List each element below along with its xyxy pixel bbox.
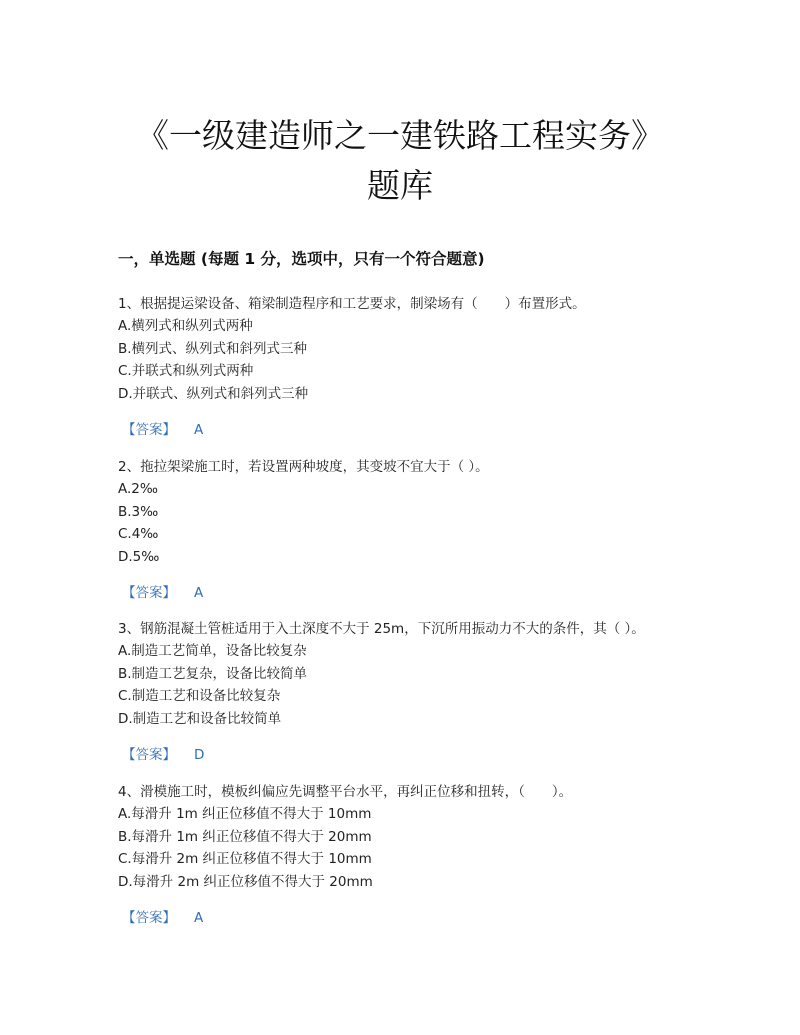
option-b: B.横列式、纵列式和斜列式三种 [118,340,308,357]
option-a: A.2‰ [118,481,158,498]
option-a: A.制造工艺简单，设备比较复杂 [118,643,307,660]
answer-value: D [194,746,205,763]
section-heading: 一，单选题 (每题 1 分，选项中，只有一个符合题意) [118,250,485,268]
answer-label: 【答案】 [122,909,176,926]
option-c: C.每滑升 2m 纠正位移值不得大于 10mm [118,851,372,868]
option-c: C.制造工艺和设备比较复杂 [118,688,281,705]
option-d: D.5‰ [118,548,160,565]
option-b: B.每滑升 1m 纠正位移值不得大于 20mm [118,828,372,845]
answer-value: A [194,421,204,438]
answer-row [118,907,718,929]
answer-row [118,419,718,441]
question-3 [118,618,718,766]
answer-value: A [194,584,204,601]
answer-label: 【答案】 [122,584,176,601]
document-subtitle: 题库 [367,166,433,205]
question-stem: 2、拖拉架梁施工时，若设置两种坡度，其变坡不宜大于（ ）。 [118,459,489,475]
option-a: A.横列式和纵列式两种 [118,318,253,335]
option-b: B.制造工艺复杂，设备比较简单 [118,665,308,682]
answer-row [118,582,718,604]
option-d: D.并联式、纵列式和斜列式三种 [118,385,309,402]
option-a: A.每滑升 1m 纠正位移值不得大于 10mm [118,806,372,823]
option-c: C.并联式和纵列式两种 [118,363,254,380]
option-d: D.制造工艺和设备比较简单 [118,710,282,727]
question-stem: 3、钢筋混凝土管桩适用于入土深度不大于 25m，下沉所用振动力不大的条件，其（ ）。 [118,621,645,637]
question-stem: 1、根据提运梁设备、箱梁制造程序和工艺要求，制梁场有（ ）布置形式。 [118,296,586,312]
option-c: C.4‰ [118,526,159,543]
question-2 [118,456,718,604]
answer-label: 【答案】 [122,421,176,438]
question-4 [118,781,718,929]
option-d: D.每滑升 2m 纠正位移值不得大于 20mm [118,873,373,890]
answer-row [118,744,718,766]
question-1 [118,293,718,441]
answer-label: 【答案】 [122,746,176,763]
document-title: 《一级建造师之一建铁路工程实务》 [136,116,664,155]
question-stem: 4、滑模施工时，模板纠偏应先调整平台水平，再纠正位移和扭转，（ ）。 [118,784,573,800]
option-b: B.3‰ [118,503,159,520]
answer-value: A [194,909,204,926]
